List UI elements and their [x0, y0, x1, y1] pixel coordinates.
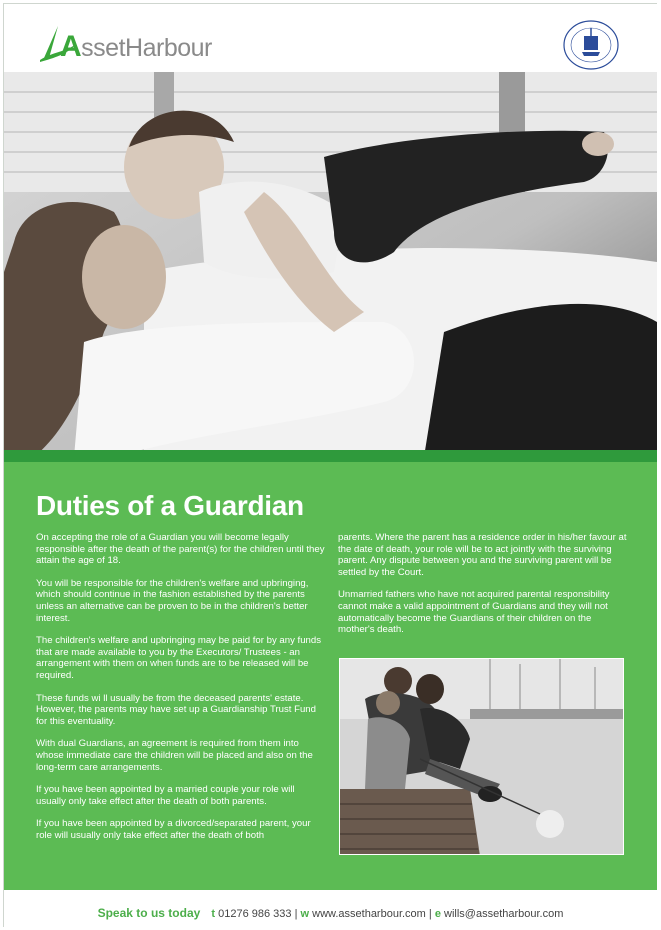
header [4, 4, 657, 72]
family-on-jetty-photo [339, 658, 624, 855]
paragraph: On accepting the role of a Guardian you will become legally responsible after the death of the parent(s) for the children until they attain the age of 18. [36, 532, 325, 567]
page-title: Duties of a Guardian [36, 490, 304, 521]
separator: | [428, 908, 432, 920]
contact-line [4, 906, 657, 920]
paragraph: Unmarried fathers who have not acquired parental responsibility cannot make a valid appointment of Guardians and they will not automatically become the Guardians of their children on the mother's death. [338, 589, 610, 636]
paragraph: If you have been appointed by a married couple your role will usually only take effect after the death of both parents. [36, 784, 295, 807]
green-divider-band [4, 450, 657, 462]
paragraph: If you have been appointed by a divorced/separated parent, your role will usually only take effect after the death of both [36, 818, 311, 841]
paragraph: These funds wi ll usually be from the deceased parents' estate. However, the parents may have set up a Guardianship Trust Fund for this eventuality. [36, 692, 316, 727]
phone-label: t [211, 908, 216, 920]
society-of-will-writers-seal-icon [560, 18, 622, 72]
separator: | [294, 908, 298, 920]
assetharbour-logo[interactable] [38, 22, 212, 64]
paragraph: parents. Where the parent has a residence order in his/her favour at the date of death, your role will be to act jointly with the surviving parent. Any dispute between you and the surviving parent will be settled by the Court. [338, 532, 627, 578]
footer-contact-bar [4, 890, 657, 927]
website-label: w [300, 908, 310, 920]
phone-number[interactable]: 01276 986 333 [218, 908, 292, 920]
paragraph: The children's welfare and upbringing may be paid for by any funds that are made available to you by the Executors/ Trustees - an arrangement with them on when funds are to be released will be required. [36, 635, 322, 681]
logo-wordmark: AssetHarbour [60, 30, 212, 63]
left-text-column [36, 532, 326, 852]
hero-photo-mother-and-baby [4, 72, 657, 457]
email-link[interactable]: wills@assetharbour.com [444, 908, 564, 920]
paragraph: With dual Guardians, an agreement is required from them into whose immediate care the children will be placed and also on the long-term care arrangements. [36, 738, 313, 773]
paragraph: You will be responsible for the children's welfare and upbringing, which should continue in the fashion established by the parents unless an alternative can be proven to be in the children's better interest. [36, 577, 309, 624]
speak-to-us-heading: Speak to us today [97, 906, 201, 920]
right-text-column [338, 532, 630, 647]
website-link[interactable]: www.assetharbour.com [312, 908, 426, 920]
email-label: e [434, 908, 441, 920]
